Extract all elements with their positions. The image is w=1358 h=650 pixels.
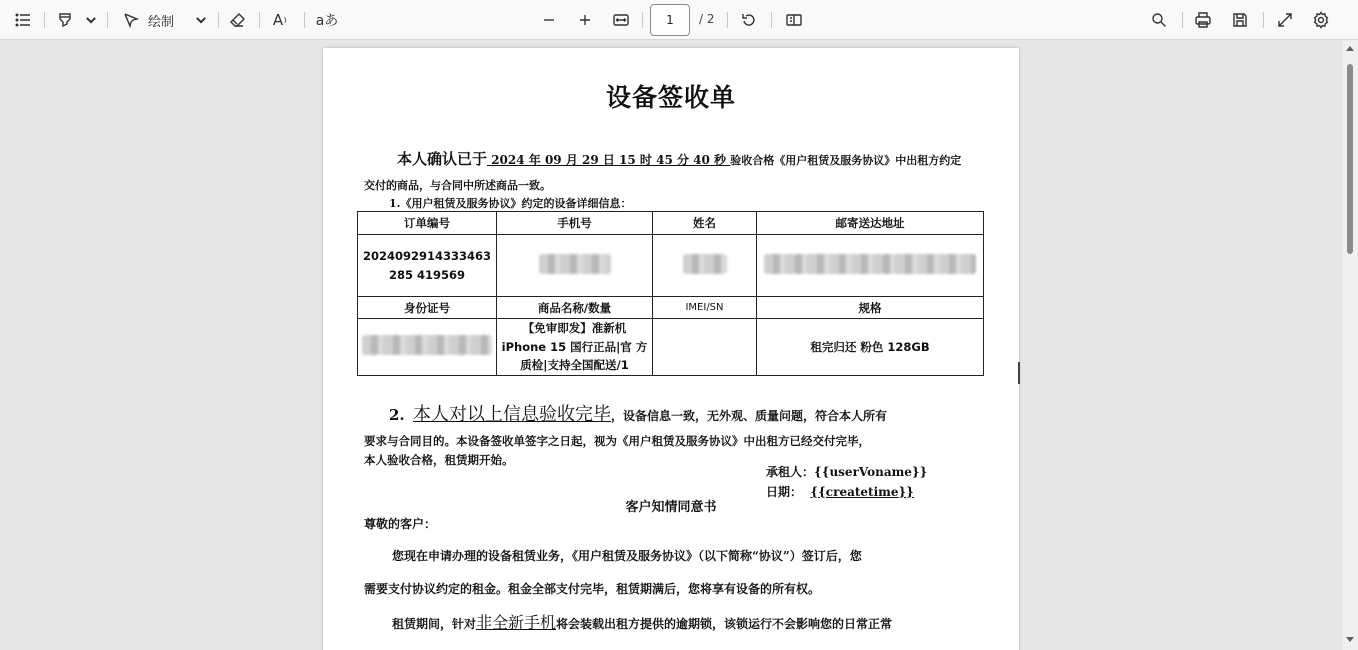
header-id-number: 身份证号 [358, 297, 497, 319]
redacted-name [683, 254, 727, 274]
product-cell: 【免审即发】准新机 iPhone 15 国行正品|官 方质检|支持全国配送/1 [497, 319, 653, 376]
id-number-cell [358, 319, 497, 376]
pdf-toolbar [0, 0, 1358, 40]
read-aloud-glyph: A [272, 11, 284, 29]
consent-title: 客户知情同意书 [625, 500, 717, 515]
text-cursor [1018, 362, 1020, 384]
device-info-table [357, 211, 984, 376]
paragraph-1-line-1: 您现在申请办理的设备租赁业务，《用户租赁及服务协议》（以下简称“协议”）签订后，您 [392, 549, 862, 563]
intro-line-2: 交付的商品，与合同中所述商品一致。 [364, 179, 551, 192]
paragraph-1-line-2: 需要支付协议约定的租金。租金全部支付完毕，租赁期满后，您将享有设备的所有权。 [364, 582, 821, 596]
section-2-emphasis: 本人对以上信息验收完毕 [413, 404, 612, 425]
name-cell [653, 235, 757, 297]
page-total: / 2 [699, 12, 715, 26]
eraser-icon[interactable] [226, 6, 248, 34]
page-number-input[interactable]: 1 [650, 4, 690, 36]
greeting: 尊敬的客户： [364, 517, 437, 531]
header-name: 姓名 [653, 212, 757, 235]
rotate-icon[interactable] [738, 6, 760, 34]
section-2-rest: ，设备信息一致，无外观、质量问题，符合本人所有 [611, 409, 888, 423]
document-title: 设备签收单 [605, 83, 736, 112]
settings-gear-icon[interactable] [1310, 6, 1332, 34]
scroll-down-arrow-icon[interactable] [1346, 637, 1354, 642]
address-cell [757, 235, 984, 297]
order-number-cell: 2024092914333463285 419569 [358, 235, 497, 297]
pdf-page [323, 48, 1019, 650]
draw-dropdown-chevron-icon[interactable] [194, 6, 208, 34]
header-imei: IMEI/SN [653, 297, 757, 319]
intro-line-1 [397, 148, 961, 169]
spec-cell: 租完归还 粉色 128GB [757, 319, 984, 376]
zoom-out-icon[interactable] [538, 6, 560, 34]
paragraph-2-suffix: 将会装载出租方提供的逾期锁，该锁运行不会影响您的日常正常 [556, 617, 893, 631]
vertical-scrollbar[interactable] [1342, 40, 1358, 650]
section-2-number: 2. [389, 406, 405, 424]
header-address: 邮寄送达地址 [757, 212, 984, 235]
redacted-id-number [362, 335, 492, 355]
table-row [358, 319, 984, 376]
scroll-up-arrow-icon[interactable] [1346, 46, 1354, 51]
table-header-row-2 [358, 297, 984, 319]
date-value: {{createtime}} [810, 485, 914, 499]
section-2-line-2: 要求与合同目的。本设备签收单签字之日起，视为《用户租赁及服务协议》中出租方已经交付完毕， [364, 434, 870, 448]
header-spec: 规格 [757, 297, 984, 319]
intro-suffix: 验收合格《用户租赁及服务协议》中出租方约定 [730, 154, 962, 167]
section-2-line-3: 本人验收合格，租赁期开始。 [364, 453, 514, 467]
paragraph-2-prefix: 租赁期间，针对 [392, 617, 477, 631]
lessee-label: 承租人： [766, 465, 815, 479]
header-order-no: 订单编号 [358, 212, 497, 235]
text-tool-button[interactable] [314, 6, 340, 34]
header-product: 商品名称/数量 [497, 297, 653, 319]
table-row [358, 235, 984, 297]
paragraph-2-emphasis: 非全新手机 [476, 613, 557, 632]
zoom-in-icon[interactable] [574, 6, 596, 34]
highlight-icon[interactable] [54, 6, 76, 34]
save-icon[interactable] [1229, 6, 1251, 34]
text-tool-glyph: aあ [315, 13, 339, 29]
intro-datetime: 2024 年 09 月 29 日 15 时 45 分 40 秒 [487, 153, 731, 167]
section-2-line-1 [389, 400, 887, 426]
contents-icon[interactable] [12, 6, 34, 34]
intro-prefix: 本人确认已于 [397, 150, 488, 168]
fit-width-icon[interactable] [610, 6, 632, 34]
phone-cell [497, 235, 653, 297]
highlight-dropdown-chevron-icon[interactable] [84, 6, 98, 34]
scrollbar-thumb[interactable] [1347, 64, 1353, 254]
header-phone: 手机号 [497, 212, 653, 235]
lessee-line [766, 463, 927, 480]
date-label: 日期： [766, 485, 803, 499]
table-header-row [358, 212, 984, 235]
draw-label: 绘制 [148, 14, 175, 30]
fullscreen-icon[interactable] [1274, 6, 1296, 34]
redacted-phone [539, 254, 611, 274]
draw-icon[interactable] [120, 6, 142, 34]
paragraph-2-line-1 [392, 610, 892, 633]
draw-button[interactable] [148, 6, 188, 34]
read-aloud-icon[interactable] [271, 6, 295, 34]
search-icon[interactable] [1148, 6, 1170, 34]
section-1-heading: 1.《用户租赁及服务协议》约定的设备详细信息： [389, 197, 632, 210]
print-icon[interactable] [1192, 6, 1214, 34]
imei-cell [653, 319, 757, 376]
redacted-address [764, 254, 976, 274]
lessee-value: {{userVoname}} [814, 465, 928, 479]
page-view-icon[interactable] [783, 6, 805, 34]
